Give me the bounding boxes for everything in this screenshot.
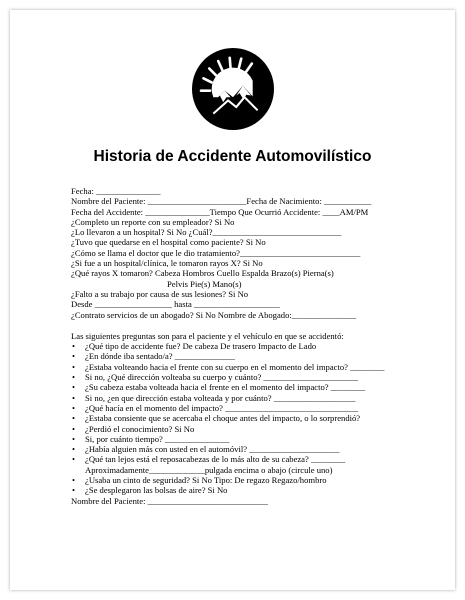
hospital-stay-line[interactable]: ¿Tuvo que quedarse en el hospital como paciente? Si No xyxy=(71,237,266,248)
list-item[interactable]: • Si no, ¿en que dirección estaba volteada y por cuánto? ___________________ xyxy=(71,393,401,403)
xray-taken-line[interactable]: ¿Si fue a un hospital/clínica, le tomaron rayos X? Si No xyxy=(71,258,263,269)
missed-work-dates-line[interactable]: Desde __________________ hasta ____________________ xyxy=(71,299,280,310)
list-item[interactable]: • ¿Qué tan lejos está el reposacabezas de lo más alto de su cabeza? ________ xyxy=(71,454,401,464)
hospital-line[interactable]: ¿Lo llevaron a un hospital? Si No ¿Cuál?______________________________ xyxy=(71,227,342,238)
xray-type-line-cont[interactable]: Pelvis Pie(s) Mano(s) xyxy=(167,278,242,289)
footer-patient-name-line[interactable]: Nombre del Paciente: ____________________________ xyxy=(71,495,268,506)
list-item[interactable]: • ¿Estaba consiente que se acercaba el choque antes del impacto, o lo sorprendió? xyxy=(71,413,401,423)
list-item[interactable]: • ¿Qué hacía en el momento del impacto? _______________________________ xyxy=(71,403,401,413)
list-item[interactable]: • Si no, ¿Qué dirección volteaba su cuerpo y cuánto? ______________________ xyxy=(71,372,401,382)
list-item[interactable]: • ¿Había alguien más con usted en el automóvil? _____________________ xyxy=(71,444,401,454)
employer-report-line[interactable]: ¿Completo un reporte con su empleador? Si No xyxy=(71,216,235,227)
list-item[interactable]: • ¿En dónde iba sentado/a? ______________ xyxy=(71,351,401,361)
list-item[interactable]: • ¿Su cabeza estaba volteada hacia el frente en el momento del impacto? ________ xyxy=(71,382,401,392)
document-title: Historia de Accidente Automovilístico xyxy=(93,148,372,165)
questions-intro: Las siguientes preguntas son para el paciente y el vehículo en que se accidentó: xyxy=(71,330,344,341)
clinic-logo xyxy=(192,48,274,130)
list-item-continuation[interactable]: Aproximadamente_____________pulgada encima o abajo (circule uno) xyxy=(85,464,333,475)
list-item[interactable]: • ¿Se desplegaron las bolsas de aire? Si No xyxy=(71,485,401,495)
patient-name-dob-line[interactable]: Nombre del Paciente: _______________________Fecha de Nacimiento: ___________ xyxy=(71,196,372,207)
list-item[interactable]: • ¿Estaba volteando hacia el frente con su cuerpo en el momento del impacto? ________ xyxy=(71,362,401,372)
list-item[interactable]: • ¿Qué tipo de accidente fue? De cabeza De trasero Impacto de Lado xyxy=(71,341,401,351)
sun-mountain-logo-icon xyxy=(192,48,274,130)
xray-type-line[interactable]: ¿Qué rayos X tomaron? Cabeza Hombros Cuello Espalda Brazo(s) Pierna(s) xyxy=(71,268,334,279)
list-item[interactable]: • ¿Perdió el conocimiento? Si No xyxy=(71,424,401,434)
date-line[interactable]: Fecha: _______________ xyxy=(71,186,161,196)
lawyer-line[interactable]: ¿Contrato servicios de un abogado? Si No Nombre de Abogado:_______________ xyxy=(71,309,357,320)
doctor-name-line[interactable]: ¿Cómo se llama el doctor que le dio tratamiento?____________________________ xyxy=(71,247,361,258)
question-list xyxy=(71,341,401,495)
list-item[interactable]: • Si, por cuánto tiempo? _______________ xyxy=(71,434,401,444)
accident-history-form xyxy=(71,186,401,506)
list-item[interactable]: • ¿Usaba un cinto de seguridad? Si No Tipo: De regazo Regazo/hombro xyxy=(71,475,401,485)
missed-work-line[interactable]: ¿Falto a su trabajo por causa de sus lesiones? Si No xyxy=(71,288,249,299)
accident-date-time-line[interactable]: Fecha del Accidente: _______________Tiempo Que Ocurrió Accidente: ____AM/PM xyxy=(71,206,369,217)
